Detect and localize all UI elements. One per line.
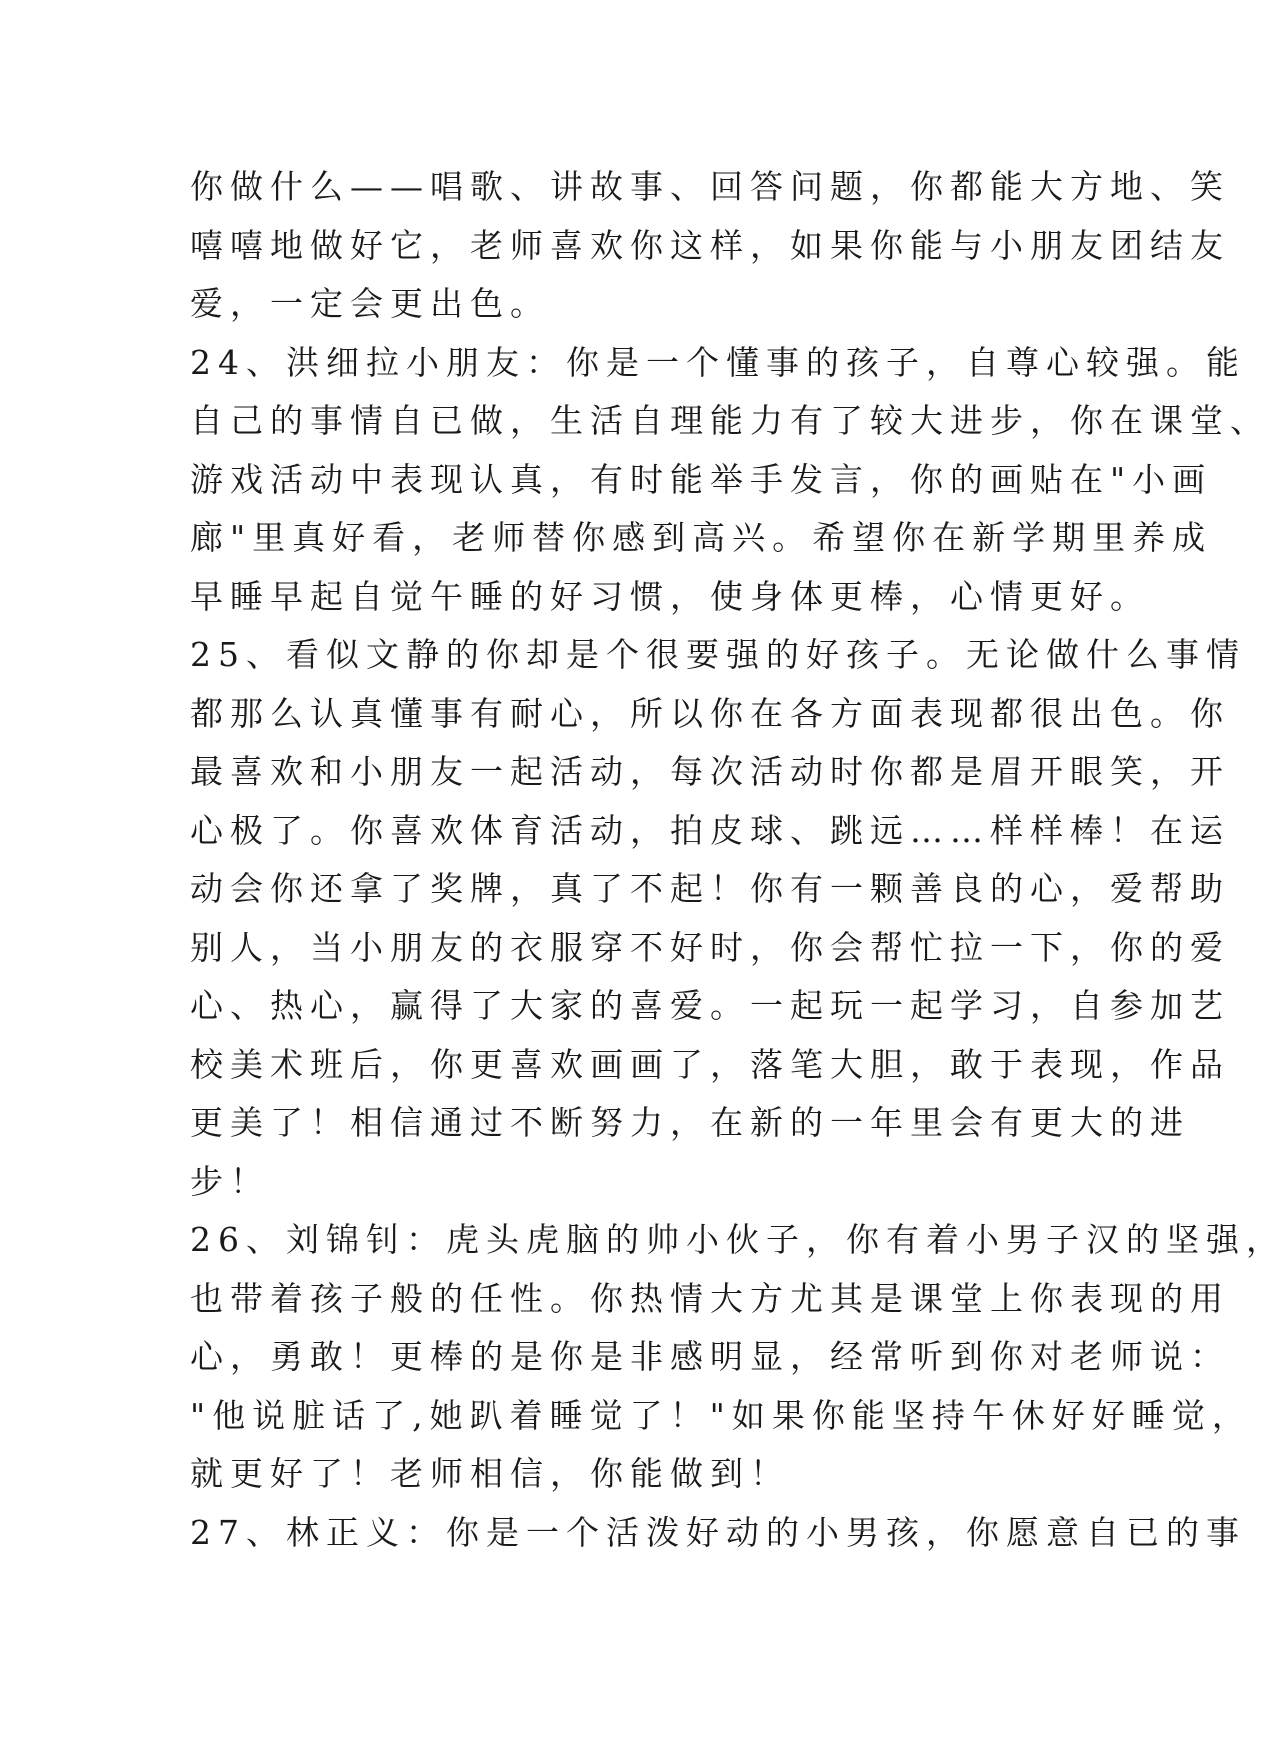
- text-line: 步！: [190, 1161, 270, 1201]
- text-line: 24、洪细拉小朋友：你是一个懂事的孩子，自尊心较强。能: [190, 342, 1246, 382]
- text-line: "他说脏话了,她趴着睡觉了！"如果你能坚持午休好好睡觉，: [190, 1395, 1252, 1435]
- text-line: 也带着孩子般的任性。你热情大方尤其是课堂上你表现的用: [190, 1278, 1230, 1318]
- text-line: 25、看似文静的你却是个很要强的好孩子。无论做什么事情: [190, 635, 1246, 674]
- text-line: 嘻嘻地做好它，老师喜欢你这样，如果你能与小朋友团结友: [190, 225, 1230, 265]
- text-line: 就更好了！老师相信，你能做到！: [190, 1454, 790, 1493]
- body-text: [190, 158, 1286, 1562]
- text-line: 早睡早起自觉午睡的好习惯，使身体更棒，心情更好。: [190, 576, 1150, 616]
- text-line: 游戏活动中表现认真，有时能举手发言，你的画贴在"小画: [190, 459, 1213, 499]
- text-line: 更美了！相信通过不断努力，在新的一年里会有更大的进: [190, 1103, 1190, 1142]
- text-line: 26、刘锦钊：虎头虎脑的帅小伙子，你有着小男子汉的坚强，: [190, 1220, 1286, 1259]
- text-line: 27、林正义：你是一个活泼好动的小男孩，你愿意自已的事: [190, 1512, 1246, 1552]
- text-line: 心极了。你喜欢体育活动，拍皮球、跳远……样样棒！在运: [190, 810, 1230, 850]
- text-line: 自己的事情自已做，生活自理能力有了较大进步，你在课堂、: [190, 401, 1270, 440]
- text-line: 心、热心，赢得了大家的喜爱。一起玩一起学习，自参加艺: [190, 986, 1230, 1025]
- text-line: 都那么认真懂事有耐心，所以你在各方面表现都很出色。你: [190, 693, 1230, 733]
- text-line: 最喜欢和小朋友一起活动，每次活动时你都是眉开眼笑，开: [190, 752, 1230, 791]
- text-line: 你做什么——唱歌、讲故事、回答问题，你都能大方地、笑: [190, 167, 1230, 206]
- text-line: 廊"里真好看，老师替你感到高兴。希望你在新学期里养成: [190, 518, 1213, 557]
- text-line: 校美术班后，你更喜欢画画了，落笔大胆，敢于表现，作品: [190, 1044, 1230, 1084]
- text-line: 心，勇敢！更棒的是你是非感明显，经常听到你对老师说：: [190, 1337, 1230, 1376]
- text-line: 动会你还拿了奖牌，真了不起！你有一颗善良的心，爱帮助: [190, 869, 1230, 908]
- text-line: 别人，当小朋友的衣服穿不好时，你会帮忙拉一下，你的爱: [190, 927, 1230, 967]
- text-line: 爱，一定会更出色。: [190, 284, 550, 323]
